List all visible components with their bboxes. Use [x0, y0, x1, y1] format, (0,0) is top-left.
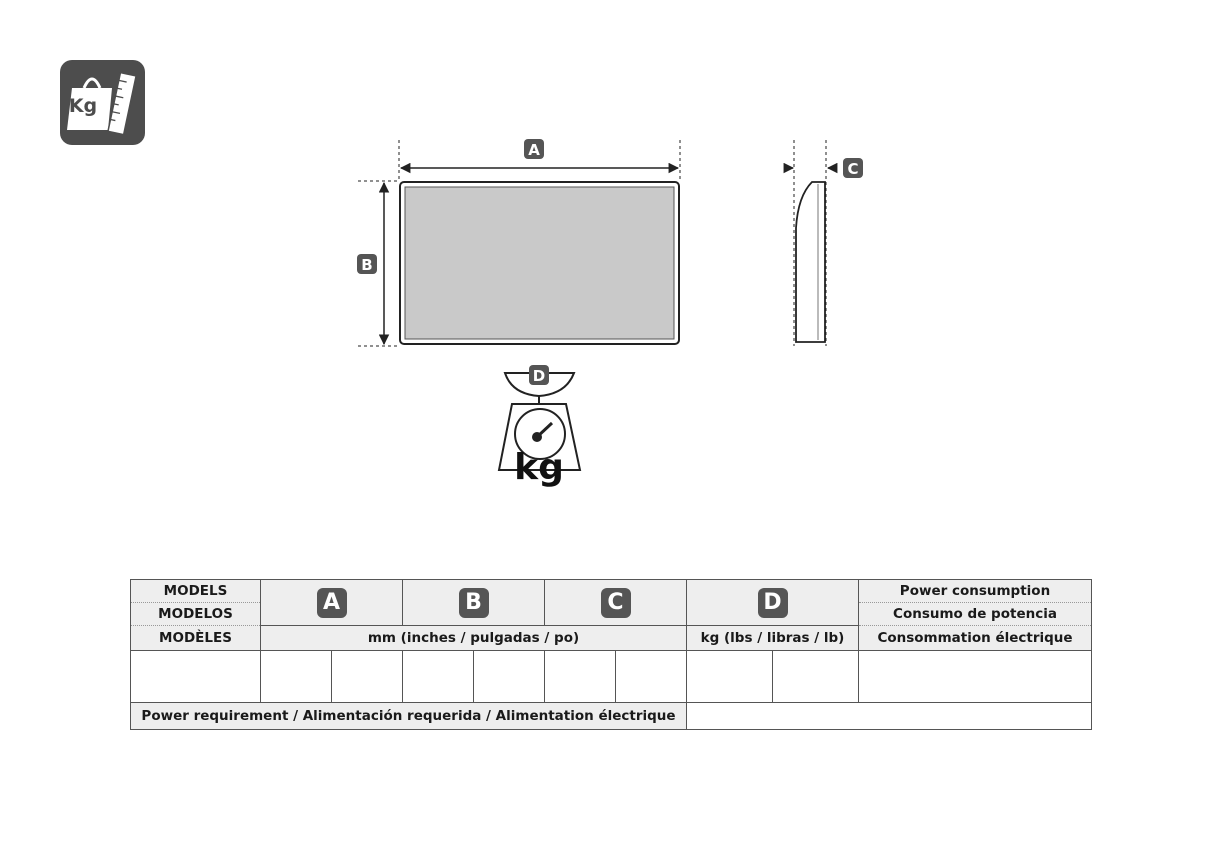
header-c-letter: C [601, 588, 631, 618]
models-label-fr: MODÈLES [131, 626, 261, 651]
c-mm-cell [545, 651, 616, 703]
label-a: A [528, 141, 540, 159]
power-requirement-label: Power requirement / Alimentación requerida / Alimentation électrique [131, 703, 687, 730]
d-lbs-cell [773, 651, 859, 703]
c-inch-cell [616, 651, 687, 703]
table-row [131, 651, 1092, 703]
monitor-side-view [786, 140, 835, 346]
power-consumption-fr: Consommation électrique [859, 626, 1092, 651]
weight-dimension-icon [60, 60, 145, 145]
header-b-letter: B [459, 588, 489, 618]
label-c: C [847, 160, 859, 178]
dim-unit: mm (inches / pulgadas / po) [261, 626, 687, 651]
b-inch-cell [474, 651, 545, 703]
power-consumption-cell [859, 651, 1092, 703]
weight-unit: kg (lbs / libras / lb) [687, 626, 859, 651]
power-consumption-en: Power consumption [859, 580, 1092, 603]
dimension-b [357, 181, 400, 346]
d-kg-cell [687, 651, 773, 703]
models-label-es: MODELOS [131, 603, 261, 626]
header-a [261, 580, 403, 626]
label-b: B [361, 256, 373, 274]
monitor-front-view [400, 182, 679, 344]
header-a-letter: A [317, 588, 347, 618]
header-d-letter: D [758, 588, 788, 618]
power-requirement-cell [687, 703, 1092, 730]
label-d: D [532, 367, 546, 385]
header-d [687, 580, 859, 626]
a-inch-cell [332, 651, 403, 703]
dimension-a [399, 139, 680, 182]
power-consumption-es: Consumo de potencia [859, 603, 1092, 626]
dimension-c [843, 158, 863, 178]
models-label-en: MODELS [131, 580, 261, 603]
header-b [403, 580, 545, 626]
icon-kg-text: Kg [68, 95, 98, 117]
model-cell [131, 651, 261, 703]
scale-unit: kg [514, 447, 564, 488]
b-mm-cell [403, 651, 474, 703]
weight-scale [499, 365, 580, 488]
spec-table [130, 579, 1092, 730]
header-c [545, 580, 687, 626]
a-mm-cell [261, 651, 332, 703]
